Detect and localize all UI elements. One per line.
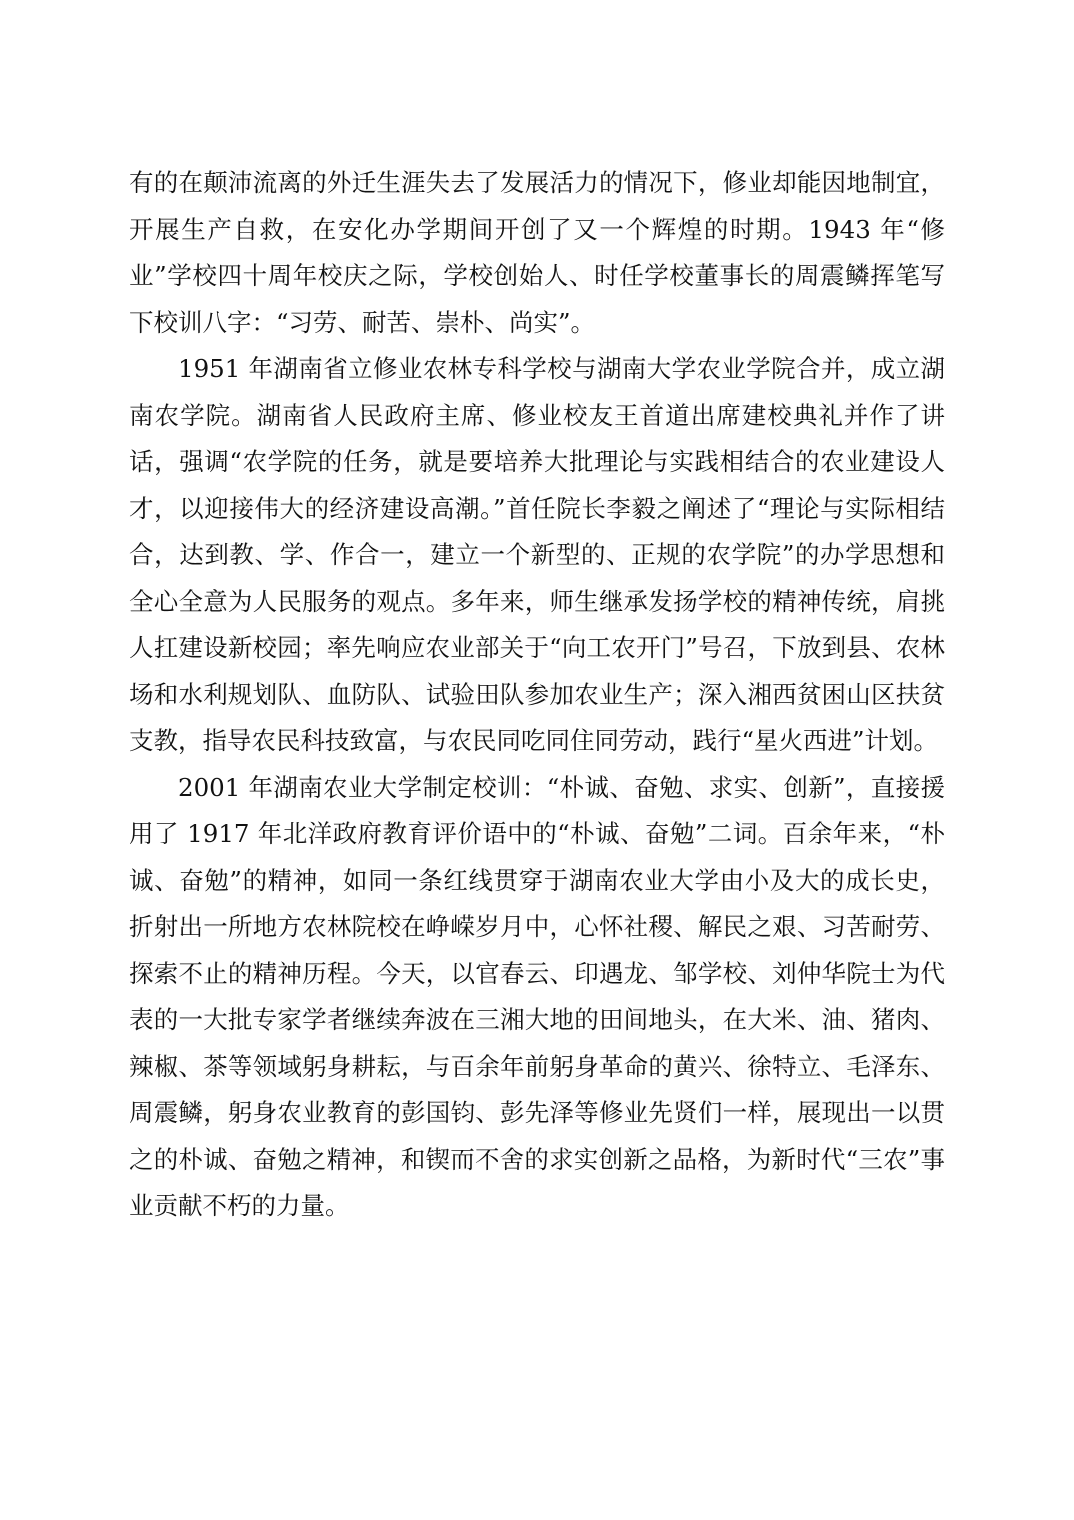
paragraph-2: 1951 年湖南省立修业农林专科学校与湖南大学农业学院合并，成立湖南农学院。湖南省人民政府主席、修业校友王首道出席建校典礼并作了讲话，强调“农学院的任务，就是要培养大批理论与实践相结合的农业建设人才，以迎接伟大的经济建设高潮。”首任院长李毅之阐述了“理论与实际相结合，达到教、学、作合一，建立一个新型的、正规的农学院”的办学思想和全心全意为人民服务的观点。多年来，师生继承发扬学校的精神传统，肩挑人扛建设新校园；率先响应农业部关于“向工农开门”号召，下放到县、农林场和水利规划队、血防队、试验田队参加农业生产；深入湘西贫困山区扶贫支教，指导农民科技致富，与农民同吃同住同劳动，践行“星火西进”计划。	[129, 354, 945, 755]
paragraph-1: 有的在颠沛流离的外迁生涯失去了发展活力的情况下，修业却能因地制宜，开展生产自救，在安化办学期间开创了又一个辉煌的时期。1943 年“修业”学校四十周年校庆之际，学校创始人、时任学校董事长的周震鳞挥笔写下校训八字：“习劳、耐苦、崇朴、尚实”。	[129, 168, 945, 337]
paragraph-3: 2001 年湖南农业大学制定校训：“朴诚、奋勉、求实、创新”，直接援用了 1917 年北洋政府教育评价语中的“朴诚、奋勉”二词。百余年来，“朴诚、奋勉”的精神，如同一条红线贯穿于湖南农业大学由小及大的成长史，折射出一所地方农林院校在峥嵘岁月中，心怀社稷、解民之艰、习苦耐劳、探索不止的精神历程。今天，以官春云、印遇龙、邹学校、刘仲华院士为代表的一大批专家学者继续奔波在三湘大地的田间地头，在大米、油、猪肉、辣椒、茶等领域躬身耕耘，与百余年前躬身革命的黄兴、徐特立、毛泽东、周震鳞，躬身农业教育的彭国钧、彭先泽等修业先贤们一样，展现出一以贯之的朴诚、奋勉之精神，和锲而不舍的求实创新之品格，为新时代“三农”事业贡献不朽的力量。	[129, 772, 945, 1220]
document-body	[129, 160, 945, 1230]
